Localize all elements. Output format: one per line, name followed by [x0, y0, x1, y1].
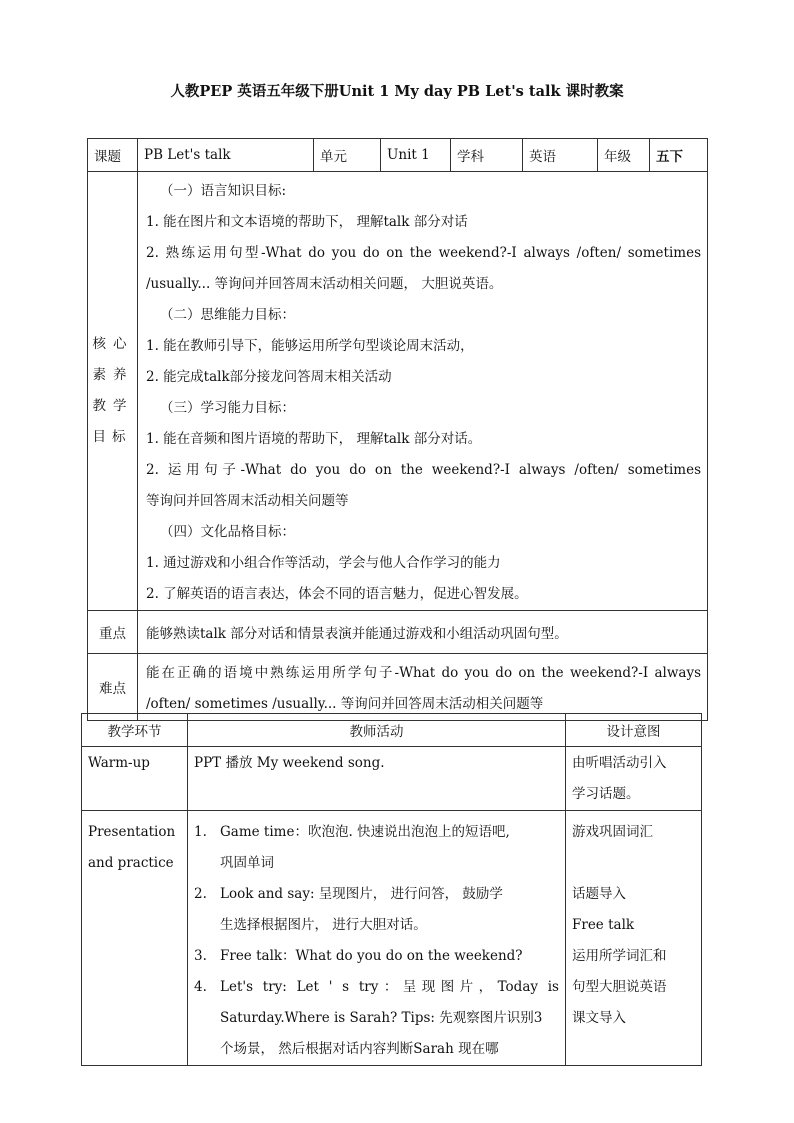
course-value: PB Let's talk — [138, 139, 314, 172]
document-title: 人教PEP 英语五年级下册Unit 1 My day PB Let's talk 课时教案 — [170, 83, 624, 100]
difficulty-content — [138, 654, 708, 721]
objective-heading: （四）文化品格目标： — [160, 524, 295, 540]
objective-heading: （二）思维能力目标： — [160, 307, 295, 323]
grade-label: 年级 — [598, 139, 650, 172]
difficulty-line: 能在正确的语境中熟练运用所学句子-What do you do on the weekend?-I always — [146, 665, 701, 681]
presentation-row — [82, 811, 702, 1066]
core-objectives-row — [88, 172, 708, 611]
item-number: 2. — [194, 886, 207, 902]
teaching-process-table — [81, 713, 702, 1066]
activity-item — [194, 879, 559, 941]
core-objectives-label-cell — [88, 172, 138, 611]
item-text: Saturday.Where is Sarah? Tips: 先观察图片识别3 — [220, 1010, 543, 1026]
difficulty-row — [88, 654, 708, 721]
difficulty-label: 难点 — [88, 654, 138, 721]
objective-line: 2. 运用句子-What do you do on the weekend?-I always /often/ sometimes — [146, 462, 701, 478]
intent-line: 学习话题。 — [572, 786, 640, 802]
intent-line: 句型大胆说英语 — [572, 979, 667, 995]
objective-line: 2. 熟练运用句型-What do you do on the weekend?-I always /often/ sometimes — [146, 245, 701, 261]
intent-line: 游戏巩固词汇 — [572, 824, 653, 840]
unit-label: 单元 — [314, 139, 381, 172]
info-row — [88, 139, 708, 172]
grade-value: 五下 — [650, 139, 708, 172]
objective-line: 1. 能在音频和图片语境的帮助下， 理解talk 部分对话。 — [146, 431, 482, 447]
item-text: 个场景， 然后根据对话内容判断Sarah 现在哪 — [220, 1041, 499, 1057]
intent-line: Free talk — [572, 917, 635, 933]
objective-line: 1. 能在图片和文本语境的帮助下， 理解talk 部分对话 — [146, 214, 468, 230]
subject-label: 学科 — [451, 139, 523, 172]
presentation-activities — [188, 811, 566, 1066]
intent-header: 设计意图 — [566, 714, 702, 747]
activity-item — [194, 817, 559, 879]
item-text: Let's try: Let ' s try：呈现图片，Today is — [220, 979, 559, 995]
objective-line: /usually... 等询问并回答周末活动相关问题， 大胆说英语。 — [146, 276, 503, 292]
stage-line: Presentation — [88, 824, 176, 840]
core-objectives-label: 核心素养教学目标 — [92, 336, 133, 445]
presentation-stage — [82, 811, 188, 1066]
activity-item — [194, 972, 559, 1065]
item-number: 1. — [194, 824, 207, 840]
intent-line: 由听唱活动引入 — [572, 755, 667, 771]
item-text: Look and say: 呈现图片， 进行问答， 鼓励学 — [220, 886, 503, 902]
objective-line: 1. 能在教师引导下，能够运用所学句型谈论周末活动， — [146, 338, 474, 354]
unit-value: Unit 1 — [381, 139, 451, 172]
item-text: 巩固单词 — [220, 855, 274, 871]
activity-header: 教师活动 — [188, 714, 566, 747]
process-header-row — [82, 714, 702, 747]
intent-line: 课文导入 — [572, 1010, 626, 1026]
item-text: 生选择根据图片， 进行大胆对话。 — [220, 917, 427, 933]
item-number: 3. — [194, 948, 207, 964]
warmup-intent — [566, 747, 702, 811]
objective-line: 1. 通过游戏和小组合作等活动，学会与他人合作学习的能力 — [146, 555, 501, 571]
stage-line: and practice — [88, 855, 174, 871]
lesson-info-table — [87, 138, 708, 721]
item-text: Free talk：What do you do on the weekend? — [220, 948, 523, 964]
course-label: 课题 — [88, 139, 138, 172]
objective-line: 2. 了解英语的语言表达，体会不同的语言魅力，促进心智发展。 — [146, 586, 528, 602]
objective-line: 等询问并回答周末活动相关问题等 — [146, 493, 349, 509]
difficulty-line: /often/ sometimes /usually... 等询问并回答周末活动相关问题等 — [146, 696, 544, 712]
objective-line: 2. 能完成talk部分接龙问答周末相关活动 — [146, 369, 392, 385]
intent-line: 话题导入 — [572, 886, 626, 902]
warmup-row — [82, 747, 702, 811]
key-point-row — [88, 611, 708, 654]
key-point-text: 能够熟读talk 部分对话和情景表演并能通过游戏和小组活动巩固句型。 — [138, 611, 708, 654]
objective-heading: （三）学习能力目标： — [160, 400, 295, 416]
item-text: Game time：吹泡泡. 快速说出泡泡上的短语吧, — [220, 824, 510, 840]
warmup-stage: Warm-up — [82, 747, 188, 811]
subject-value: 英语 — [523, 139, 598, 172]
item-number: 4. — [194, 979, 207, 995]
warmup-activity: PPT 播放 My weekend song. — [188, 747, 566, 811]
intent-spacer — [572, 848, 695, 879]
stage-header: 教学环节 — [82, 714, 188, 747]
presentation-intent — [566, 811, 702, 1066]
activity-item — [194, 941, 559, 972]
objective-heading: （一）语言知识目标: — [160, 183, 287, 199]
core-objectives-content — [138, 172, 708, 611]
key-point-label: 重点 — [88, 611, 138, 654]
intent-line: 运用所学词汇和 — [572, 948, 667, 964]
